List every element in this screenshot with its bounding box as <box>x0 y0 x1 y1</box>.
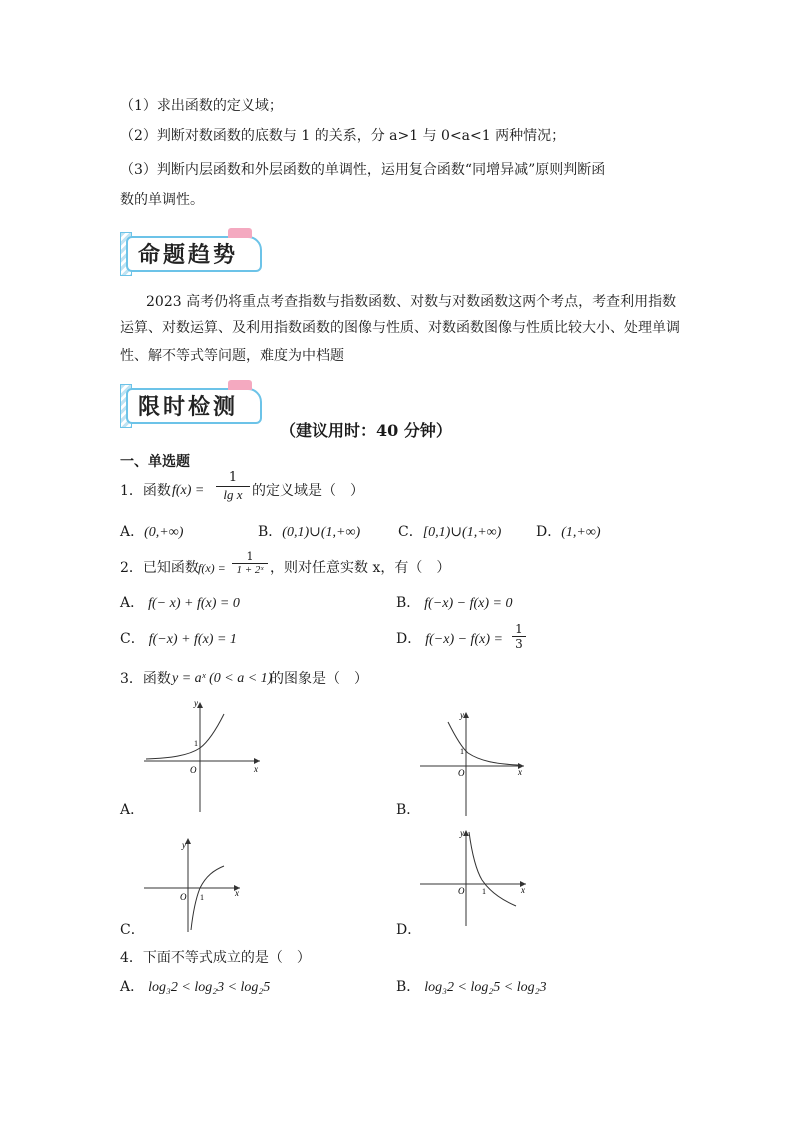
intro-step3: （3）判断内层函数和外层函数的单调性，运用复合函数“同增异减”原则判断函 <box>120 162 606 178</box>
q1-a-value: (0,+∞) <box>144 525 184 540</box>
q1-numerator: 1 <box>228 470 238 485</box>
q1-fx: f(x) = <box>172 483 205 498</box>
q4-a-label: A． <box>120 979 145 995</box>
q2-b-label: B． <box>396 595 421 611</box>
trend-line1: 2023 高考仍将重点考查指数与指数函数、对数与对数函数这两个考点，考查利用指数 <box>146 294 677 310</box>
q1-c-label: C． <box>398 524 423 540</box>
section-title: 一、单选题 <box>120 454 190 470</box>
q3-option-c[interactable]: C． <box>120 922 145 938</box>
q2-a-value: f(− x) + f(x) = 0 <box>148 596 240 611</box>
origin-label: O <box>180 892 187 902</box>
one-label: 1 <box>460 747 464 756</box>
y-label: y <box>194 698 198 708</box>
q2-b-value: f(−x) − f(x) = 0 <box>424 596 513 611</box>
q1-b-value: (0,1)∪(1,+∞) <box>282 525 361 540</box>
q1-stem-a: 1．函数 <box>120 483 171 499</box>
q2-stem-a: 2．已知函数 <box>120 560 199 576</box>
q3-graph-c <box>140 832 250 934</box>
one-label: 1 <box>482 887 486 896</box>
trend-line2: 运算、对数运算、及利用指数函数的图像与性质、对数函数图像与性质比较大小、处理单调 <box>120 320 680 336</box>
one-label: 1 <box>200 893 204 902</box>
q2-d-numerator: 1 <box>515 622 523 636</box>
q1-d-label: D． <box>536 524 562 540</box>
origin-label: O <box>458 768 465 778</box>
q3-graph-d <box>418 826 532 928</box>
q3-stem-b: 的图象是（ ） <box>270 671 368 687</box>
x-label: x <box>521 885 525 895</box>
q2-fx: f(x) = <box>198 561 226 575</box>
curve <box>146 714 224 759</box>
q1-c-value: [0,1)∪(1,+∞) <box>422 525 502 540</box>
origin-label: O <box>458 886 465 896</box>
q4-b-value: log₃2 < log₂5 < log₂3 <box>424 980 547 995</box>
q2-a-label: A． <box>120 595 145 611</box>
q2-numerator: 1 <box>246 550 254 563</box>
test-title: 限时检测 <box>138 395 239 420</box>
q2-d-label: D． <box>396 631 422 647</box>
q3-equation: y = aˣ (0 < a < 1) <box>172 671 273 686</box>
q3-graph-a <box>140 698 270 816</box>
trend-title: 命题趋势 <box>138 243 239 268</box>
q2-d-value: f(−x) − f(x) = <box>425 632 503 647</box>
origin-label: O <box>190 765 197 775</box>
trend-line3: 性、解不等式等问题，难度为中档题 <box>120 348 344 364</box>
q3-option-b[interactable]: B． <box>396 802 421 818</box>
q1-option-a[interactable] <box>120 522 183 543</box>
q2-stem-b: ，则对任意实数 x，有（ ） <box>270 560 451 576</box>
y-label: y <box>460 710 464 720</box>
q2-d-denominator: 3 <box>512 636 526 651</box>
q1-d-value: (1,+∞) <box>561 525 601 540</box>
q2-c-label: C． <box>120 631 145 647</box>
q2-option-d[interactable] <box>396 629 503 650</box>
test-banner <box>120 380 270 426</box>
q1-option-c[interactable] <box>398 522 501 543</box>
y-label: y <box>182 840 186 850</box>
trend-banner <box>120 228 270 274</box>
q4-option-b[interactable] <box>396 977 546 998</box>
q1-fraction <box>216 470 250 503</box>
q3-option-d[interactable]: D． <box>396 922 422 938</box>
q4-a-value: log₃2 < log₂3 < log₂5 <box>148 980 271 995</box>
q4-stem: 4．下面不等式成立的是（ ） <box>120 950 311 966</box>
y-label: y <box>460 828 464 838</box>
x-label: x <box>518 767 522 777</box>
curve <box>191 866 224 930</box>
q4-option-a[interactable] <box>120 977 270 998</box>
x-label: x <box>254 764 258 774</box>
q1-denominator: lg x <box>216 486 250 503</box>
x-label: x <box>235 888 239 898</box>
curve <box>448 722 518 765</box>
q1-stem-b: 的定义域是（ ） <box>252 483 364 499</box>
q3-stem-a: 3．函数 <box>120 671 171 687</box>
curve <box>469 832 516 906</box>
q3-graph-b <box>418 708 530 820</box>
test-time: （建议用时：40 分钟） <box>280 421 452 440</box>
q2-c-value: f(−x) + f(x) = 1 <box>148 632 237 647</box>
q1-option-d[interactable] <box>536 522 601 543</box>
q2-denominator: 1 + 2ˣ <box>232 563 268 577</box>
q1-a-label: A． <box>120 524 145 540</box>
one-label: 1 <box>194 739 198 748</box>
intro-step3-cont: 数的单调性。 <box>120 192 204 208</box>
q4-b-label: B． <box>396 979 421 995</box>
q2-option-a[interactable] <box>120 593 240 614</box>
intro-step1: （1）求出函数的定义域； <box>120 98 283 114</box>
q2-option-b[interactable] <box>396 593 513 614</box>
q2-option-c[interactable] <box>120 629 237 650</box>
intro-step2: （2）判断对数函数的底数与 1 的关系，分 a>1 与 0<a<1 两种情况； <box>120 128 566 144</box>
q2-fraction <box>232 550 268 577</box>
q1-b-label: B． <box>258 524 283 540</box>
q3-option-a[interactable]: A． <box>120 802 145 818</box>
q1-option-b[interactable] <box>258 522 360 543</box>
q2-d-fraction <box>512 622 526 651</box>
